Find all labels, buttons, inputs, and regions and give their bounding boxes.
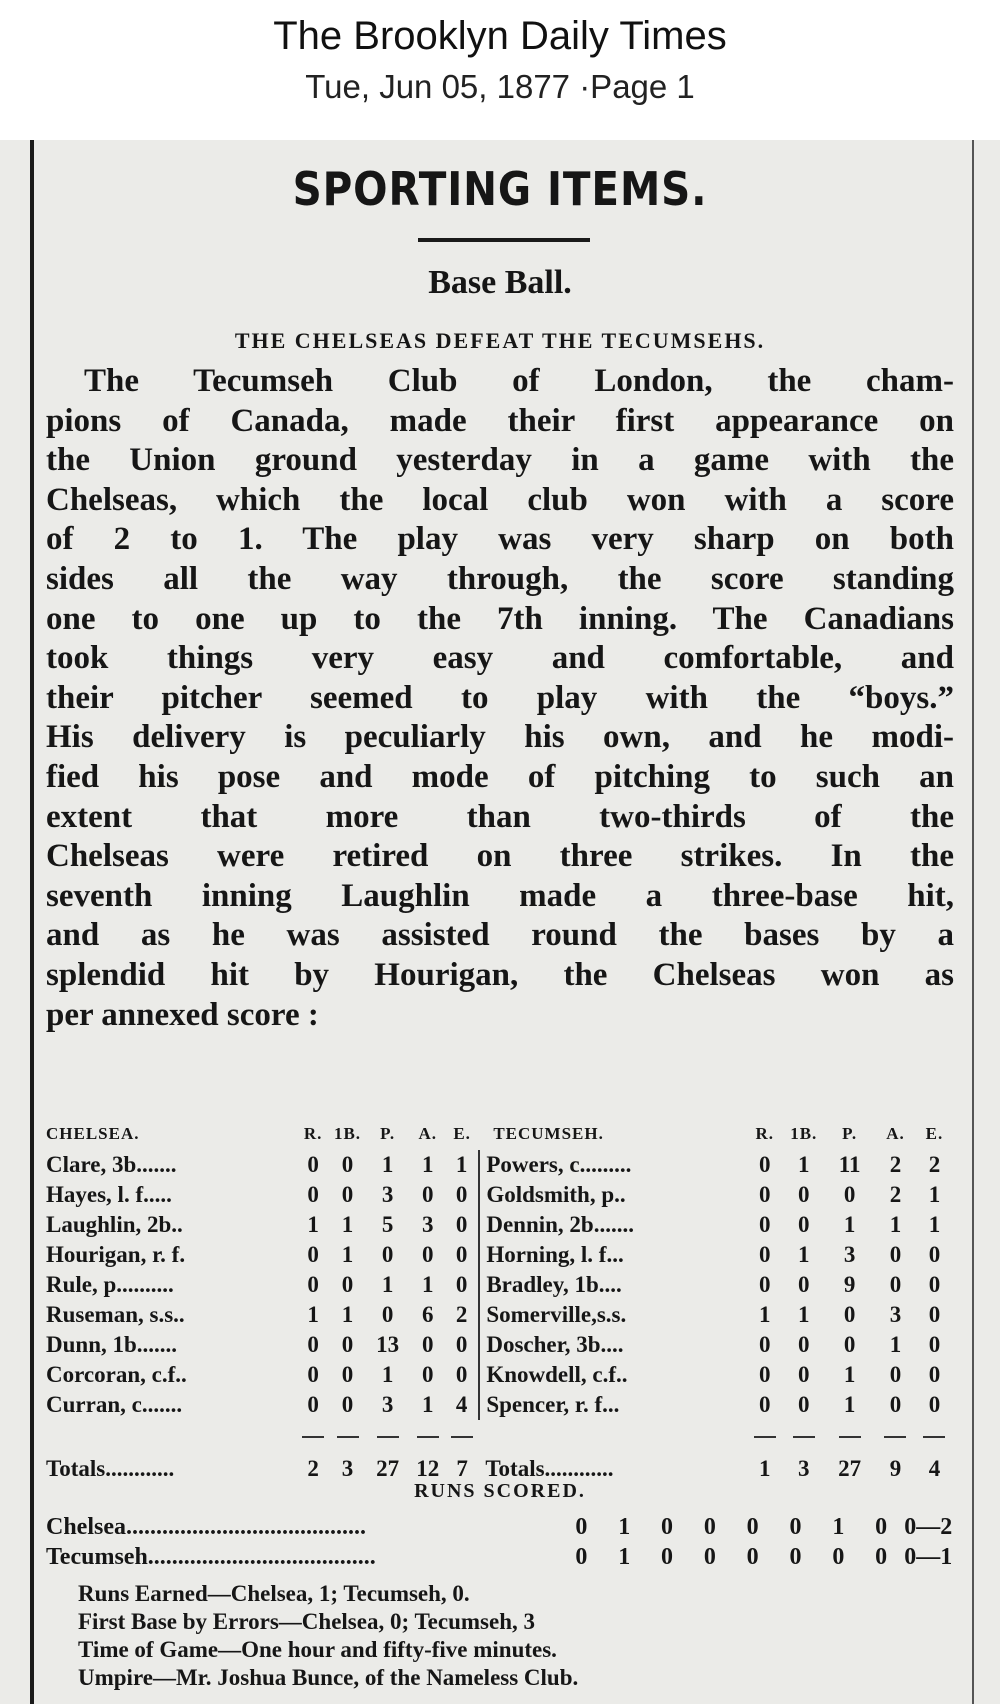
chelsea-stat: 0 — [307, 1272, 319, 1297]
inning-score: 0 — [661, 1514, 674, 1540]
box-score-row — [46, 1330, 954, 1360]
tecumseh-stat: 0 — [798, 1182, 810, 1207]
tecumseh-stat: 0 — [759, 1182, 771, 1207]
chelsea-total: 2 — [307, 1456, 319, 1481]
box-score-row — [46, 1390, 954, 1420]
tecumseh-stat: 1 — [928, 1212, 941, 1237]
chelsea-stat: 0 — [307, 1332, 319, 1357]
chelsea-stat: 1 — [341, 1242, 354, 1267]
totals-separator-row — [46, 1420, 954, 1450]
box-score-row — [46, 1150, 954, 1180]
tecumseh-stat: 2 — [889, 1182, 902, 1207]
tecumseh-stat: 9 — [843, 1272, 856, 1297]
newspaper-title: The Brooklyn Daily Times — [273, 14, 727, 58]
tecumseh-player: Spencer, r. f... — [486, 1392, 620, 1417]
separator-cell — [445, 1420, 479, 1450]
tecumseh-stat: 0 — [843, 1332, 856, 1357]
summary-line: Time of Game—One hour and fifty-five minutes. — [78, 1637, 557, 1662]
tecumseh-stat: 1 — [798, 1242, 810, 1267]
tecumseh-player: Powers, c......... — [486, 1152, 632, 1177]
separator-cell — [365, 1420, 411, 1450]
separator-dash — [377, 1436, 399, 1438]
article-body — [46, 362, 954, 1035]
tecumseh-stat: 3 — [843, 1242, 856, 1267]
chelsea-stat: 0 — [341, 1362, 354, 1387]
team2-header: TECUMSEH. — [493, 1124, 604, 1143]
body-line: their pitcher seemed to play with the “boys.” — [46, 679, 954, 716]
inning-score: 1 — [832, 1514, 845, 1540]
box-score-row — [46, 1240, 954, 1270]
tecumseh-stat: 0 — [928, 1302, 941, 1327]
inning-score: 0 — [789, 1544, 802, 1570]
tecumseh-stat: 0 — [759, 1272, 771, 1297]
box-score-row — [46, 1270, 954, 1300]
date-and-page: Tue, Jun 05, 1877 ·Page 1 — [305, 68, 695, 105]
separator-dash — [302, 1436, 324, 1438]
separator-cell — [411, 1420, 445, 1450]
tecumseh-stat: 1 — [798, 1302, 810, 1327]
chelsea-stat: 1 — [421, 1272, 434, 1297]
col-header: R. — [303, 1124, 323, 1143]
chelsea-stat: 0 — [307, 1392, 319, 1417]
chelsea-player: Clare, 3b....... — [46, 1152, 177, 1177]
tecumseh-stat: 0 — [759, 1392, 771, 1417]
body-line: fied his pose and mode of pitching to such an — [46, 758, 954, 795]
inning-score: 0 — [746, 1544, 759, 1570]
tecumseh-stat: 11 — [838, 1152, 861, 1177]
tecumseh-stat: 0 — [759, 1362, 771, 1387]
tecumseh-total: 1 — [759, 1456, 771, 1481]
col-header: P. — [842, 1124, 858, 1143]
runs-row — [46, 1512, 954, 1542]
tecumseh-stat: 0 — [798, 1272, 810, 1297]
article-deck: THE CHELSEAS DEFEAT THE TECUMSEHS. — [234, 328, 766, 353]
runs-scored-title: RUNS SCORED. — [414, 1480, 586, 1502]
chelsea-player: Laughlin, 2b.. — [46, 1212, 183, 1237]
tecumseh-stat: 3 — [889, 1302, 902, 1327]
body-line: His delivery is peculiarly his own, and he modi- — [46, 719, 954, 756]
body-line: seventh inning Laughlin made a three-base hit, — [46, 877, 954, 914]
tecumseh-total: 3 — [798, 1456, 810, 1481]
chelsea-player: Ruseman, s.s.. — [46, 1302, 185, 1327]
chelsea-stat: 0 — [381, 1242, 394, 1267]
chelsea-stat: 3 — [381, 1392, 394, 1417]
chelsea-stat: 0 — [421, 1182, 434, 1207]
chelsea-stat: 1 — [307, 1212, 319, 1237]
box-score-row — [46, 1180, 954, 1210]
inning-score: 0 — [746, 1514, 759, 1540]
runs-scored-table — [46, 1512, 954, 1572]
chelsea-total: 27 — [376, 1456, 400, 1481]
chelsea-stat: 1 — [381, 1152, 394, 1177]
chelsea-player: Hayes, l. f..... — [46, 1182, 172, 1207]
column-rule-right — [972, 140, 974, 1704]
separator-cell — [784, 1420, 823, 1450]
separator-cell — [330, 1420, 364, 1450]
col-header: R. — [755, 1124, 775, 1143]
runs-team-name: Tecumseh...................................... — [46, 1544, 376, 1570]
box-score-row — [46, 1360, 954, 1390]
tecumseh-stat: 0 — [928, 1272, 941, 1297]
chelsea-stat: 2 — [445, 1300, 479, 1330]
tecumseh-stat: 0 — [843, 1182, 856, 1207]
tecumseh-stat: 0 — [798, 1392, 810, 1417]
tecumseh-stat: 0 — [889, 1392, 902, 1417]
summary-line: Umpire—Mr. Joshua Bunce, of the Nameless Club. — [78, 1665, 579, 1690]
tecumseh-stat: 0 — [798, 1332, 810, 1357]
chelsea-stat: 13 — [376, 1332, 400, 1357]
body-line: of 2 to 1. The play was very sharp on both — [46, 521, 954, 558]
col-header: A. — [418, 1124, 437, 1143]
chelsea-stat: 0 — [341, 1182, 354, 1207]
col-header: A. — [886, 1124, 905, 1143]
col-header: E. — [925, 1124, 944, 1143]
tecumseh-stat: 0 — [843, 1302, 856, 1327]
tecumseh-stat: 0 — [889, 1362, 902, 1387]
tecumseh-stat: 1 — [843, 1212, 856, 1237]
box-score-body — [46, 1150, 954, 1488]
chelsea-stat: 1 — [341, 1212, 354, 1237]
chelsea-stat: 1 — [445, 1150, 479, 1180]
tecumseh-total: 4 — [928, 1456, 941, 1481]
runs-row — [46, 1542, 954, 1572]
chelsea-stat: 1 — [307, 1302, 319, 1327]
inning-score: 0 — [575, 1514, 588, 1540]
separator-dash — [793, 1436, 815, 1438]
chelsea-stat: 0 — [381, 1302, 394, 1327]
column-rule-left — [30, 140, 34, 1704]
chelsea-stat: 0 — [307, 1182, 319, 1207]
tecumseh-stat: 0 — [928, 1332, 941, 1357]
body-line: and as he was assisted round the bases by a — [46, 917, 954, 954]
chelsea-stat: 0 — [445, 1240, 479, 1270]
inning-score: 1 — [618, 1544, 631, 1570]
separator-dash — [337, 1436, 359, 1438]
chelsea-stat: 3 — [381, 1182, 394, 1207]
body-line: extent that more than two-thirds of the — [46, 798, 954, 835]
chelsea-stat: 4 — [445, 1390, 479, 1420]
chelsea-stat: 0 — [445, 1360, 479, 1390]
tecumseh-stat: 0 — [798, 1362, 810, 1387]
tecumseh-stat: 0 — [928, 1362, 941, 1387]
tecumseh-stat: 0 — [759, 1242, 771, 1267]
tecumseh-stat: 0 — [889, 1272, 902, 1297]
chelsea-stat: 0 — [445, 1210, 479, 1240]
chelsea-stat: 1 — [381, 1362, 394, 1387]
article-subhead: Base Ball. — [428, 264, 572, 301]
chelsea-player: Dunn, 1b....... — [46, 1332, 178, 1357]
separator-cell — [296, 1420, 330, 1450]
chelsea-stat: 0 — [341, 1332, 354, 1357]
chelsea-total: 12 — [416, 1456, 440, 1481]
section-headline: SPORTING ITEMS. — [292, 162, 708, 216]
chelsea-stat: 1 — [421, 1152, 434, 1177]
chelsea-stat: 6 — [421, 1302, 434, 1327]
tecumseh-stat: 1 — [928, 1182, 941, 1207]
chelsea-stat: 0 — [421, 1362, 434, 1387]
chelsea-stat: 0 — [307, 1242, 319, 1267]
chelsea-stat: 3 — [421, 1212, 434, 1237]
col-header: E. — [453, 1124, 471, 1143]
tecumseh-stat: 0 — [798, 1212, 810, 1237]
box-score-row — [46, 1300, 954, 1330]
tecumseh-stat: 1 — [759, 1302, 771, 1327]
tecumseh-stat: 0 — [759, 1212, 771, 1237]
chelsea-stat: 0 — [421, 1332, 434, 1357]
body-line: took things very easy and comfortable, and — [46, 640, 954, 677]
tecumseh-stat: 0 — [889, 1242, 902, 1267]
inning-score: 0 — [703, 1514, 716, 1540]
tecumseh-player: Goldsmith, p.. — [486, 1182, 626, 1207]
inning-score: 0 — [789, 1514, 802, 1540]
newspaper-clipping — [0, 140, 1000, 1704]
body-line: splendid hit by Hourigan, the Chelseas won as — [46, 956, 954, 993]
tecumseh-player: Bradley, 1b.... — [486, 1272, 622, 1297]
body-line: sides all the way through, the score standing — [46, 560, 954, 597]
chelsea-total: 3 — [341, 1456, 354, 1481]
tecumseh-stat: 0 — [928, 1392, 941, 1417]
headline-divider — [418, 238, 590, 242]
inning-score: 0 — [661, 1544, 674, 1570]
summary-line: First Base by Errors—Chelsea, 0; Tecumseh, 3 — [78, 1609, 536, 1634]
chelsea-totals-label: Totals............ — [46, 1456, 175, 1481]
inning-score: 0—2 — [904, 1514, 953, 1540]
body-line: the Union ground yesterday in a game with the — [46, 442, 954, 479]
chelsea-player: Rule, p.......... — [46, 1272, 174, 1297]
separator-dash — [754, 1436, 776, 1438]
separator-cell — [823, 1420, 876, 1450]
viewer-header — [0, 0, 1000, 140]
chelsea-stat: 0 — [421, 1242, 434, 1267]
body-line: Chelseas, which the local club won with a score — [46, 481, 954, 518]
separator-cell — [876, 1420, 915, 1450]
tecumseh-player: Knowdell, c.f.. — [486, 1362, 628, 1387]
box-score-header-row — [46, 1118, 954, 1150]
chelsea-stat: 0 — [445, 1270, 479, 1300]
tecumseh-player: Doscher, 3b.... — [486, 1332, 624, 1357]
chelsea-stat: 0 — [445, 1330, 479, 1360]
col-header: 1B. — [790, 1124, 818, 1143]
chelsea-stat: 1 — [341, 1302, 354, 1327]
tecumseh-stat: 0 — [928, 1242, 941, 1267]
chelsea-player: Hourigan, r. f. — [46, 1242, 186, 1267]
tecumseh-totals-label: Totals............ — [485, 1456, 614, 1481]
tecumseh-stat: 0 — [759, 1152, 771, 1177]
chelsea-stat: 0 — [341, 1152, 354, 1177]
tecumseh-stat: 1 — [889, 1332, 902, 1357]
box-score-table — [46, 1118, 954, 1488]
tecumseh-stat: 1 — [843, 1362, 856, 1387]
inning-score: 1 — [618, 1514, 631, 1540]
chelsea-player: Corcoran, c.f.. — [46, 1362, 187, 1387]
tecumseh-stat: 1 — [889, 1212, 902, 1237]
separator-cell — [479, 1420, 745, 1450]
inning-score: 0 — [832, 1544, 845, 1570]
chelsea-stat: 0 — [341, 1392, 354, 1417]
chelsea-stat: 5 — [381, 1212, 394, 1237]
chelsea-stat: 0 — [307, 1362, 319, 1387]
tecumseh-stat: 2 — [928, 1152, 941, 1177]
chelsea-stat: 0 — [445, 1180, 479, 1210]
separator-cell — [46, 1420, 296, 1450]
col-header: P. — [380, 1124, 396, 1143]
body-line: The Tecumseh Club of London, the cham- — [84, 363, 954, 399]
chelsea-stat: 1 — [421, 1392, 434, 1417]
body-line: one to one up to the 7th inning. The Canadians — [46, 600, 954, 637]
tecumseh-total: 9 — [889, 1456, 902, 1481]
chelsea-stat: 0 — [341, 1272, 354, 1297]
body-line: pions of Canada, made their first appearance on — [46, 402, 954, 439]
tecumseh-stat: 1 — [798, 1152, 810, 1177]
tecumseh-stat: 2 — [889, 1152, 902, 1177]
separator-cell — [745, 1420, 784, 1450]
inning-score: 0 — [703, 1544, 716, 1570]
tecumseh-player: Dennin, 2b....... — [486, 1212, 634, 1237]
chelsea-total: 7 — [456, 1456, 468, 1481]
chelsea-stat: 1 — [381, 1272, 394, 1297]
col-header: 1B. — [333, 1124, 362, 1143]
box-score-row — [46, 1210, 954, 1240]
separator-dash — [839, 1436, 861, 1438]
separator-dash — [884, 1436, 906, 1438]
separator-dash — [923, 1436, 945, 1438]
inning-score: 0 — [875, 1544, 888, 1570]
team1-header: CHELSEA. — [46, 1124, 140, 1143]
inning-score: 0 — [875, 1514, 888, 1540]
separator-dash — [417, 1436, 439, 1438]
summary-line: Runs Earned—Chelsea, 1; Tecumseh, 0. — [78, 1581, 470, 1606]
tecumseh-stat: 0 — [759, 1332, 771, 1357]
chelsea-stat: 0 — [307, 1152, 319, 1177]
runs-team-name: Chelsea........................................ — [46, 1514, 366, 1540]
tecumseh-stat: 1 — [843, 1392, 856, 1417]
tecumseh-player: Somerville,s.s. — [486, 1302, 627, 1327]
tecumseh-total: 27 — [838, 1456, 862, 1481]
body-line: Chelseas were retired on three strikes. In the — [46, 838, 954, 875]
separator-cell — [915, 1420, 954, 1450]
body-line: per annexed score : — [46, 996, 319, 1033]
separator-dash — [451, 1436, 473, 1438]
chelsea-player: Curran, c....... — [46, 1392, 183, 1417]
game-summary — [78, 1580, 938, 1692]
runs-scored-body — [46, 1512, 954, 1572]
inning-score: 0—1 — [904, 1544, 953, 1570]
tecumseh-player: Horning, l. f... — [486, 1242, 624, 1267]
inning-score: 0 — [575, 1544, 588, 1570]
